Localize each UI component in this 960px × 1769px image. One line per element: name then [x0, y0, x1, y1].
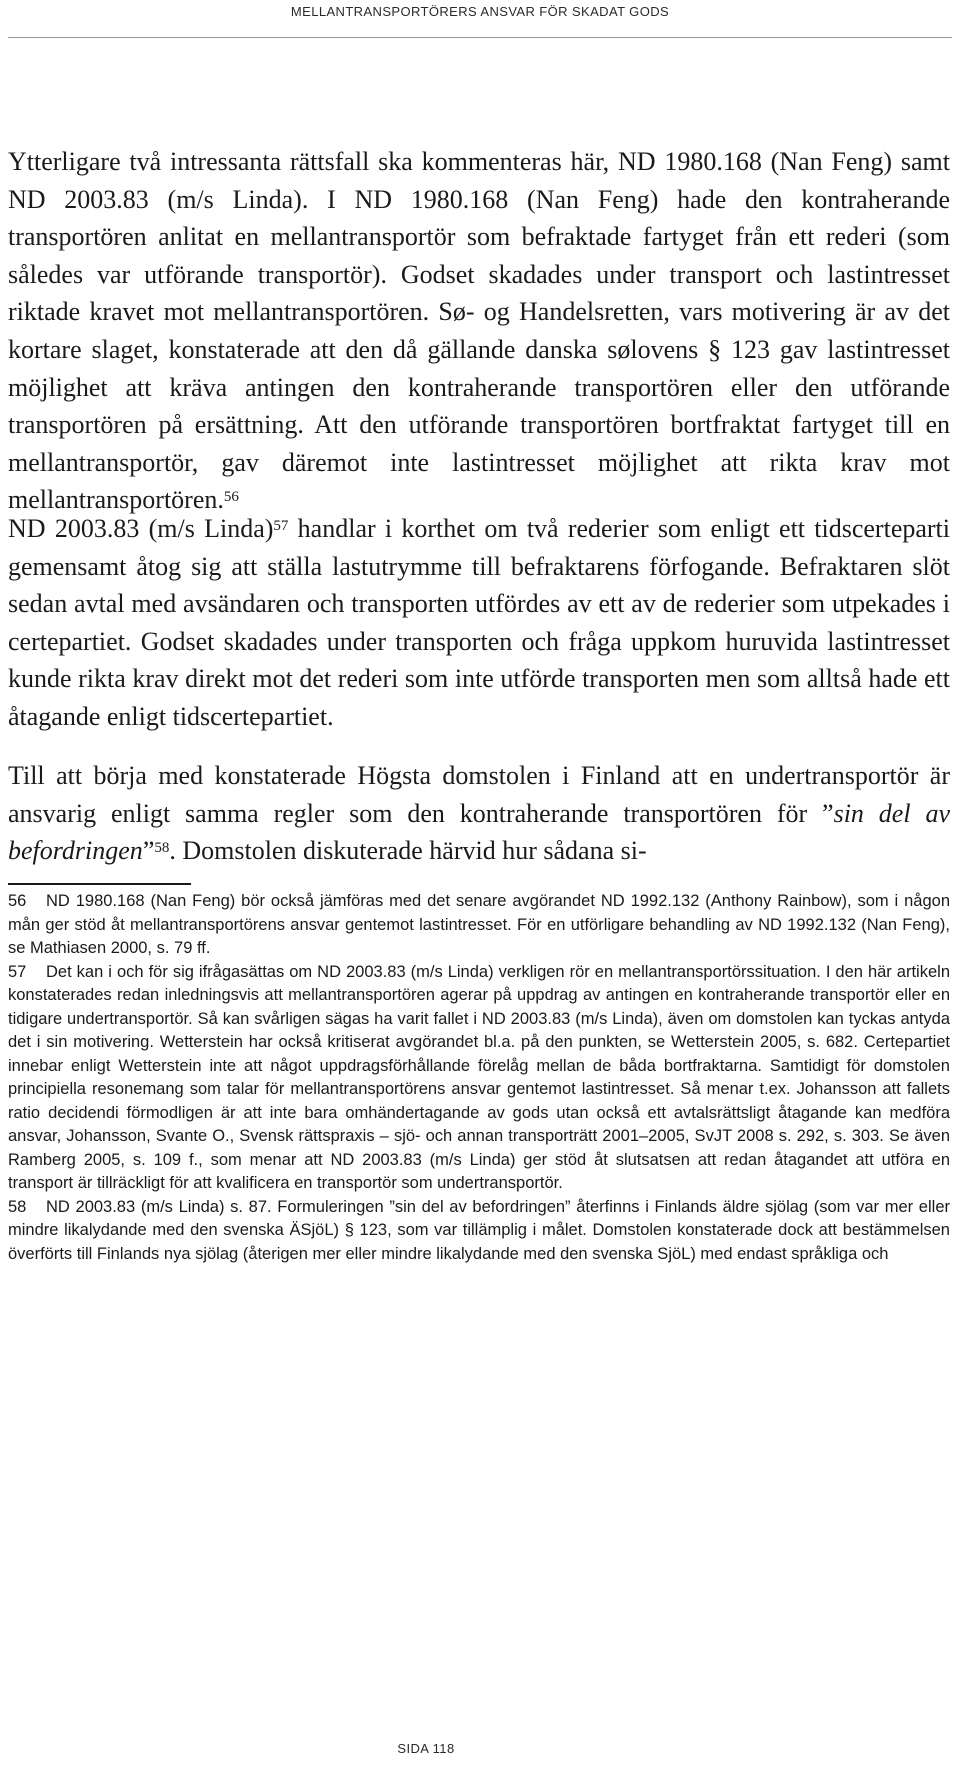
footnote-text: ND 1980.168 (Nan Feng) bör också jämföras med det senare avgörandet ND 1992.132 (Anthony Rainbow), som i någon mån ger stöd åt mellantransportörens ansvar gentemot lastintresset. För en utförligare behandling av ND 1992.132 (Nan Feng), se Mathiasen 2000, s. 79 ff.: [8, 892, 950, 957]
page-number: SIDA 118: [397, 1741, 455, 1756]
footnote-ref-58[interactable]: 58: [154, 840, 170, 857]
body-paragraph-2: [8, 510, 950, 736]
footnote-58: [8, 1196, 950, 1267]
paragraph-3-tail: . Domstolen diskuterade härvid hur sådana si-: [169, 836, 647, 866]
footnote-ref-56[interactable]: 56: [223, 489, 239, 506]
header-rule: [8, 37, 952, 38]
footnote-number: 58: [8, 1197, 27, 1216]
paragraph-3-lead: Till att börja med konstaterade Högsta domstolen i Finland att en undertransportör är ansvarig enligt samma regler som den kontraherande transportören för ”: [8, 761, 950, 828]
footnotes: [8, 890, 950, 1266]
footnote-separator: [8, 883, 191, 885]
footnote-ref-57[interactable]: 57: [273, 518, 289, 534]
running-header: MELLANTRANSPORTÖRERS ANSVAR FÖR SKADAT GODS: [290, 4, 670, 19]
footnote-text: Det kan i och för sig ifrågasättas om ND 2003.83 (m/s Linda) verkligen rör en mellantransportörssituation. I den här artikeln konstaterades redan inledningsvis att mellantransportören agerar på uppdrag av antingen en kontraherande transportör eller en tidigare undertransportör. Så kan svårligen sägas ha varit fallet i ND 2003.83 (m/s Linda), även om domstolen kan tyckas antyda det i sin motivering. Wetterstein har också kritiserat avgörandet bl.a. på den punkten, se Wetterstein 2005, s. 682. Certepartiet innebar enligt Wetterstein inte att något uppdragsförhållande förelåg mellan de båda bortfraktarna. Samtidigt för domstolen principiella resonemang som talar för mellantransportörens ansvar gentemot lastintresset. Så menar t.ex. Johansson att fallets ratio decidendi förmodligen är att inte bara omhändertagande av gods utan också ett avtalsrättsligt åtagande kan medföra ansvar, Johansson, Svante O., Svensk rättspraxis – sjö- och annan transporträtt 2001–2005, SvJT 2008 s. 292, s. 303. Se även Ramberg 2005, s. 109 f., som menar att ND 2003.83 (m/s Linda) ger stöd åt slutsatsen att redan åtagandet att utföra en transport är tillräckligt för att kvalificera en transportör som undertransportör.: [8, 962, 950, 1192]
footnote-number: 56: [8, 892, 27, 910]
paragraph-3-quoted-phrase: sin del av befordringen: [8, 798, 950, 866]
paragraph-2-lead: ND 2003.83 (m/s Linda): [8, 514, 274, 543]
body-paragraph-3: [8, 757, 950, 870]
footnote-57: [8, 961, 950, 1196]
body-paragraph-1: [8, 143, 950, 519]
footnote-56: [8, 890, 950, 961]
paragraph-2-text: handlar i korthet om två rederier som enligt ett tidscerteparti gemensamt åtog sig att ställa lastutrymme till befraktarens förfogande. Befraktaren slöt sedan avtal med avsändaren och transporten utfördes av ett av de rederier som utpekades i certepartiet. Godset skadades under transporten och fråga uppkom huruvida lastintresset kunde rikta krav direkt mot det rederi som inte utförde transporten men som alltså hade ett åtagande enligt tidscertepartiet.: [8, 514, 951, 731]
paragraph-3-closing-quote: ”: [142, 836, 155, 866]
paragraph-1-text: Ytterligare två intressanta rättsfall ska kommenteras här, ND 1980.168 (Nan Feng) samt ND 2003.83 (m/s Linda). I ND 1980.168 (Nan Feng) hade den kontraherande transportören anlitat en mellantransportör som befraktade fartyget från ett rederi (som således var utförande transportör). Godset skadades under transport och lastintresset riktade kravet mot mellantransportören. Sø- og Handelsretten, vars motivering är av det kortare slaget, konstaterade att den då gällande danska sølovens § 123 gav lastintresset möjlighet att kräva antingen den kontraherande transportören eller den utförande transportören på ersättning. Att den utförande transportören bortfraktat fartyget till en mellantransportör, gav däremot inte lastintresset möjlighet att rikta krav mot mellantransportören.: [8, 147, 950, 515]
footnote-number: 57: [8, 962, 27, 981]
footnote-text: ND 2003.83 (m/s Linda) s. 87. Formuleringen ”sin del av befordringen” återfinns i Finlands äldre sjölag (som var mer eller mindre likalydande med den svenska ÄSjöL) § 123, som var tillämplig i målet. Domstolen konstaterade dock att bestämmelsen överförts till Finlands nya sjölag (återigen mer eller mindre likalydande med den svenska SjöL) med endast språkliga och: [8, 1197, 950, 1263]
